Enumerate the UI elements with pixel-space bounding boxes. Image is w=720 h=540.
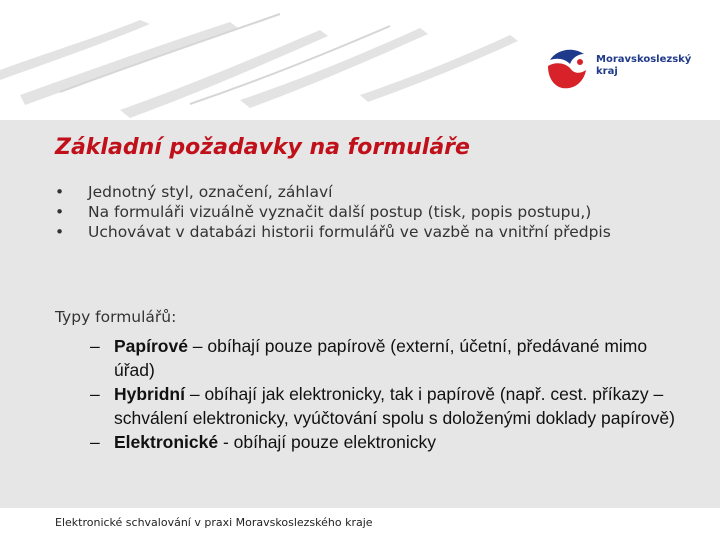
dash-icon: – — [90, 384, 100, 404]
list-item — [90, 430, 690, 454]
bullet-icon: • — [55, 183, 65, 201]
bullet-icon: • — [55, 223, 65, 241]
list-item — [90, 334, 690, 382]
decorative-stripes-icon — [0, 0, 560, 120]
region-emblem-icon — [544, 44, 594, 94]
logo-line2: kraj — [596, 66, 618, 77]
list-item-text: Na formuláři vizuálně vyznačit další postup (tisk, popis postupu,) — [88, 203, 592, 221]
list-item-text: Uchovávat v databázi historii formulářů ve vazbě na vnitřní předpis — [88, 223, 611, 241]
list-item — [55, 222, 695, 242]
type-description: - obíhají pouze elektronicky — [218, 432, 436, 452]
list-item — [55, 182, 695, 202]
type-description: – obíhají pouze papírově (externí, účetní, předávané mimo úřad) — [114, 336, 648, 380]
list-item-text: Jednotný styl, označení, záhlaví — [88, 183, 333, 201]
type-term: Papírové — [114, 336, 188, 356]
slide-footer: Elektronické schvalování v praxi Moravskoslezského kraje — [55, 516, 373, 529]
header-band — [0, 0, 720, 120]
bullet-icon: • — [55, 203, 65, 221]
types-heading: Typy formulářů: — [55, 308, 177, 326]
type-term: Hybridní — [114, 384, 185, 404]
dash-icon: – — [90, 432, 100, 452]
slide-title: Základní požadavky na formuláře — [55, 135, 470, 160]
list-item — [90, 382, 690, 430]
logo-line1: Moravskoslezský — [596, 54, 692, 65]
type-term: Elektronické — [114, 432, 219, 452]
list-item — [55, 202, 695, 222]
form-types-list — [90, 334, 690, 454]
moravskoslezsky-kraj-logo — [544, 44, 704, 94]
dash-icon: – — [90, 336, 100, 356]
type-description: – obíhají jak elektronicky, tak i papírově (např. cest. příkazy – schválení elektronicky, vyúčtování spolu s doloženými doklady papírově) — [114, 384, 675, 428]
requirements-list — [55, 182, 695, 242]
